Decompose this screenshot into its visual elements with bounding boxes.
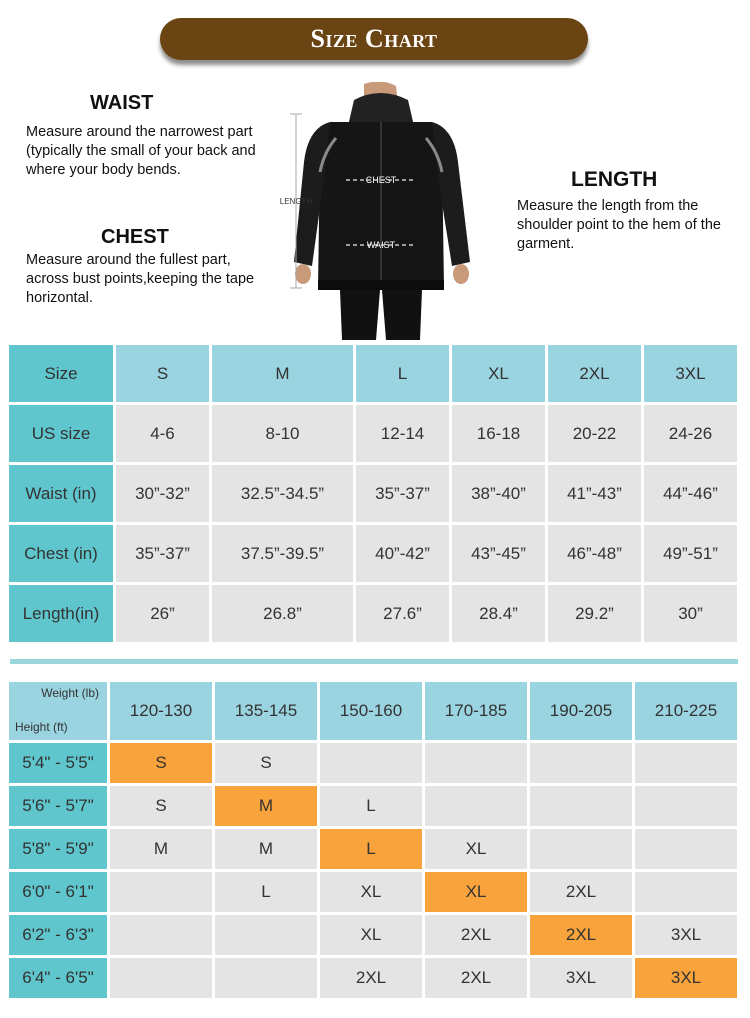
height-weight-fit-table xyxy=(6,679,740,1001)
fit-cell: L xyxy=(320,786,422,826)
table-cell: 27.6” xyxy=(356,585,449,642)
fit-table-row xyxy=(9,872,737,912)
size-header-cell: L xyxy=(356,345,449,402)
fit-cell xyxy=(635,872,737,912)
size-header-cell: Size xyxy=(9,345,113,402)
fit-cell xyxy=(320,743,422,783)
section-divider xyxy=(10,659,738,664)
size-table-row xyxy=(9,465,737,522)
fit-cell: S xyxy=(215,743,317,783)
jacket-illustration xyxy=(276,82,486,340)
table-cell: 26.8” xyxy=(212,585,353,642)
recommended-size-cell: M xyxy=(215,786,317,826)
height-label: 6'0" - 6'1" xyxy=(9,872,107,912)
size-header-cell: 3XL xyxy=(644,345,737,402)
size-table-row xyxy=(9,405,737,462)
fit-table-row xyxy=(9,743,737,783)
chest-heading: CHEST xyxy=(101,226,169,248)
table-cell: 30” xyxy=(644,585,737,642)
fit-cell: 3XL xyxy=(530,958,632,998)
size-table-row xyxy=(9,525,737,582)
fit-cell: 2XL xyxy=(425,915,527,955)
table-cell: 40”-42” xyxy=(356,525,449,582)
table-cell: 29.2” xyxy=(548,585,641,642)
chest-guide-label: CHEST xyxy=(365,175,397,185)
fit-cell: XL xyxy=(425,829,527,869)
fit-cell xyxy=(635,829,737,869)
weight-header-cell: 150-160 xyxy=(320,682,422,740)
table-cell: 38”-40” xyxy=(452,465,545,522)
size-chart-banner xyxy=(160,18,588,60)
size-header-cell: 2XL xyxy=(548,345,641,402)
size-header-cell: S xyxy=(116,345,209,402)
table-cell: 37.5”-39.5” xyxy=(212,525,353,582)
height-label: 5'4" - 5'5" xyxy=(9,743,107,783)
table-cell: 43”-45” xyxy=(452,525,545,582)
table-cell: 49”-51” xyxy=(644,525,737,582)
weight-header-row xyxy=(9,682,737,740)
fit-cell: M xyxy=(110,829,212,869)
fit-cell xyxy=(110,872,212,912)
fit-cell xyxy=(530,829,632,869)
fit-table-row xyxy=(9,958,737,998)
height-label: 6'4" - 6'5" xyxy=(9,958,107,998)
row-label: Length(in) xyxy=(9,585,113,642)
size-header-cell: XL xyxy=(452,345,545,402)
banner-title: Size Chart xyxy=(310,24,438,53)
weight-axis-label: Weight (lb) xyxy=(41,686,99,700)
waist-guide-label: WAIST xyxy=(366,240,396,250)
fit-cell: S xyxy=(110,786,212,826)
table-cell: 44”-46” xyxy=(644,465,737,522)
fit-cell xyxy=(530,786,632,826)
fit-cell xyxy=(530,743,632,783)
length-heading: LENGTH xyxy=(571,168,658,191)
fit-cell xyxy=(110,958,212,998)
table-cell: 35”-37” xyxy=(356,465,449,522)
weight-header-cell: 190-205 xyxy=(530,682,632,740)
row-label: Chest (in) xyxy=(9,525,113,582)
table-cell: 46”-48” xyxy=(548,525,641,582)
waist-description: Measure around the narrowest part (typically the small of your back and where your body bends. xyxy=(26,124,256,178)
fit-table-row xyxy=(9,829,737,869)
weight-header-cell: 210-225 xyxy=(635,682,737,740)
chest-description: Measure around the fullest part, across bust points,keeping the tape horizontal. xyxy=(26,252,255,306)
table-cell: 32.5”-34.5” xyxy=(212,465,353,522)
fit-cell xyxy=(215,958,317,998)
waist-heading: WAIST xyxy=(90,92,154,114)
height-label: 5'8" - 5'9" xyxy=(9,829,107,869)
recommended-size-cell: XL xyxy=(425,872,527,912)
size-header-cell: M xyxy=(212,345,353,402)
model-figure xyxy=(276,82,486,340)
height-label: 6'2" - 6'3" xyxy=(9,915,107,955)
size-header-row xyxy=(9,345,737,402)
length-guide-label: LENGTH xyxy=(279,197,313,206)
fit-cell: XL xyxy=(320,915,422,955)
fit-cell: L xyxy=(215,872,317,912)
weight-header-cell: 170-185 xyxy=(425,682,527,740)
table-cell: 20-22 xyxy=(548,405,641,462)
table-cell: 24-26 xyxy=(644,405,737,462)
table-cell: 12-14 xyxy=(356,405,449,462)
fit-cell xyxy=(215,915,317,955)
table-cell: 8-10 xyxy=(212,405,353,462)
fit-cell: 2XL xyxy=(320,958,422,998)
weight-header-cell: 120-130 xyxy=(110,682,212,740)
size-measurement-table xyxy=(6,342,740,645)
size-table-row xyxy=(9,585,737,642)
table-cell: 35”-37” xyxy=(116,525,209,582)
fit-cell: M xyxy=(215,829,317,869)
height-label: 5'6" - 5'7" xyxy=(9,786,107,826)
table-cell: 4-6 xyxy=(116,405,209,462)
fit-cell: 3XL xyxy=(635,915,737,955)
weight-header-cell: 135-145 xyxy=(215,682,317,740)
table-cell: 16-18 xyxy=(452,405,545,462)
fit-cell xyxy=(110,915,212,955)
recommended-size-cell: L xyxy=(320,829,422,869)
fit-cell xyxy=(635,743,737,783)
fit-cell: XL xyxy=(320,872,422,912)
recommended-size-cell: S xyxy=(110,743,212,783)
recommended-size-cell: 3XL xyxy=(635,958,737,998)
recommended-size-cell: 2XL xyxy=(530,915,632,955)
fit-cell xyxy=(425,786,527,826)
table-cell: 28.4” xyxy=(452,585,545,642)
fit-cell: 2XL xyxy=(530,872,632,912)
fit-cell xyxy=(425,743,527,783)
fit-table-row xyxy=(9,786,737,826)
table-cell: 41”-43” xyxy=(548,465,641,522)
height-axis-label: Height (ft) xyxy=(15,720,68,734)
corner-header-cell xyxy=(9,682,107,740)
fit-table-row xyxy=(9,915,737,955)
fit-cell: 2XL xyxy=(425,958,527,998)
row-label: US size xyxy=(9,405,113,462)
table-cell: 26” xyxy=(116,585,209,642)
fit-cell xyxy=(635,786,737,826)
table-cell: 30”-32” xyxy=(116,465,209,522)
row-label: Waist (in) xyxy=(9,465,113,522)
length-description: Measure the length from the shoulder point to the hem of the garment. xyxy=(517,198,721,252)
